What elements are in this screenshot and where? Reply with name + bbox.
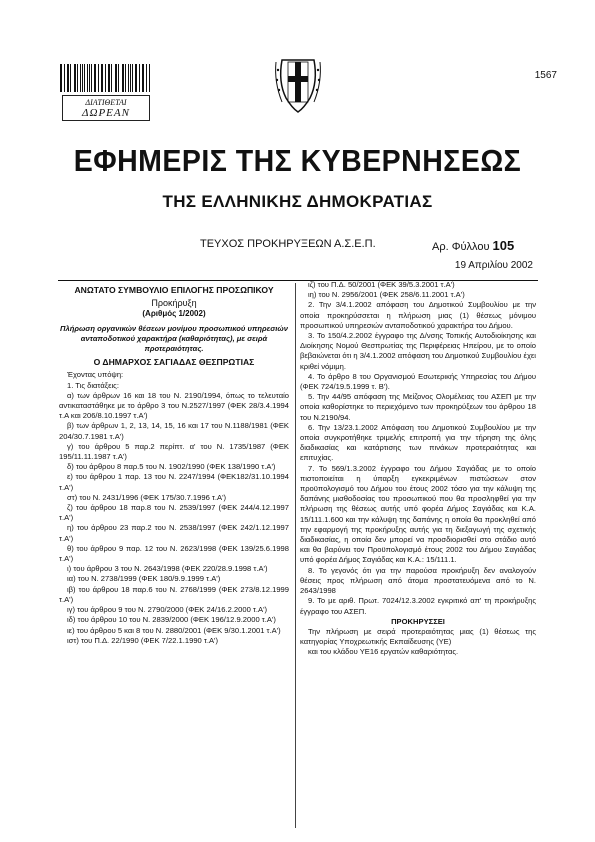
- left-column: [59, 285, 289, 646]
- paragraph: ιδ) του άρθρου 10 του Ν. 2839/2000 (ΦΕΚ 196/12.9.2000 τ.Α'): [67, 615, 276, 625]
- paragraph: 2. Την 3/4.1.2002 απόφαση του Δημοτικού Συμβουλίου με την οποία προκηρύσσεται η πλήρωση μιας (1) θέσεως μόνιμου προσωπικού υπηρεσιών ανταποδοτικού χαρακτήρα του Δήμου.: [300, 300, 536, 330]
- paragraph: γ) του άρθρου 5 παρ.2 περίπτ. α' του Ν. 1735/1987 (ΦΕΚ 195/11.11.1987 τ.Α'): [59, 441, 289, 462]
- issue-date: 19 Απριλίου 2002: [454, 260, 533, 271]
- paragraph: 8. Το γεγονός ότι για την παρούσα προκήρυξη δεν αναλογούν θέσεις προς πλήρωση από άτομα προστατευόμενα από το Ν. 2643/1998: [300, 565, 536, 596]
- paragraph: 6. Την 13/23.1.2002 Απόφαση του Δημοτικού Συμβουλίου με την οποία συγκροτήθηκε τριμελής επιτροπή για την τήρηση της όλης διαδικασίας και κατάρτισης των πινάκων προτεραιότητας και επιτυχίας.: [300, 422, 536, 463]
- paragraph: θ) του άρθρου 9 παρ. 12 του Ν. 2623/1998 (ΦΕΚ 139/25.6.1998 τ.Α'): [59, 543, 289, 564]
- barcode-bar: [68, 64, 69, 92]
- barcode-bar: [84, 64, 85, 92]
- authority-heading: ΑΝΩΤΑΤΟ ΣΥΜΒΟΥΛΙΟ ΕΠΙΛΟΓΗΣ ΠΡΟΣΩΠΙΚΟΥ: [74, 285, 274, 295]
- page-number: 1567: [534, 70, 557, 81]
- gazette-title: ΕΦΗΜΕΡΙΣ ΤΗΣ ΚΥΒΕΡΝΗΣΕΩΣ: [73, 143, 522, 178]
- paragraph: ιζ) του Π.Δ. 50/2001 (ΦΕΚ 39/5.3.2001 τ.Α'): [308, 280, 455, 289]
- announcement-summary: Πλήρωση οργανικών θέσεων μονίμου προσωπικού υπηρεσιών ανταποδοτικού χαρακτήρα (καθαριότητας), με σειρά προτεραιότητας.: [60, 323, 288, 354]
- closing-paragraphs: [300, 627, 536, 658]
- free-distribution-stamp: ΔΙΑΤΙΘΕΤΑΙ ΔΩΡΕΑΝ: [62, 95, 150, 121]
- barcode-bar: [102, 64, 103, 92]
- paragraph: 7. Το 569/1.3.2002 έγγραφο του Δήμου Σαγιάδας με το οποίο πιστοποιείται η ύπαρξη εγκεκριμένων πιστώσεων στον προϋπολογισμό του Δήμου του έτους 2002 τόσο για την κάλυψη της δαπάνης μισθοδοσίας του προσωπικού που θα προσληφθεί για την πλήρωση της θέσεως αυτής υπό φορέα Δήμος Σαγιάδας και Κ.Α. 15/111.1.600 και την κάλυψη της δαπάνης η οποία θα προκληθεί από την εφαρμογή της προκήρυξης αυτής για τη διεξαγωγή της σχετικής διαδικασίας, η οποία δεν μπορεί να προσδιορισθεί στο στάδιο αυτό και θα βαρύνει τον Προϋπολογισμό έτους 2002 του Δήμου Σαγιάδας υπό φορέα Δήμος Σαγιάδας και Κ.Α.: 15/111.1.: [300, 463, 536, 565]
- barcode: [60, 62, 150, 92]
- paragraph: 3. Το 150/4.2.2002 έγγραφο της Δ/νσης Τοπικής Αυτοδιοίκησης και Διοίκησης Νομού Θεσπρωτίας της Περιφέρειας Ηπείρου, με το οποίο βεβαιώνεται ότι η 3/4.1.2002 απόφαση του Δημοτικού Συμβουλίου έχει κριθεί νόμιμη.: [300, 331, 536, 371]
- paragraph: ιγ) του άρθρου 9 του Ν. 2790/2000 (ΦΕΚ 24/16.2.2000 τ.Α'): [67, 605, 268, 615]
- proclamation-heading: ΠΡΟΚΗΡΥΣΣΕΙ: [391, 616, 445, 626]
- paragraph: ια) του Ν. 2738/1999 (ΦΕΚ 180/9.9.1999 τ.Α'): [67, 574, 221, 584]
- barcode-bar: [139, 64, 140, 92]
- paragraph: 5. Την 44/95 απόφαση της Μείζονος Ολομέλειας του ΑΣΕΠ με την οποία καθορίστηκε το περιεχόμενο των προκηρύξεων του άρθρου 18 του Ν.2190/94.: [300, 392, 536, 422]
- paragraph: α) των άρθρων 16 και 18 του Ν. 2190/1994, όπως το τελευταίο αντικαταστάθηκε με το άρθρο 3 του Ν.2527/1997 (ΦΕΚ 28/3.4.1994 τ.Α και 206/8.10.1997 τ.Α'): [59, 390, 289, 421]
- sheet-number: 105: [492, 238, 515, 253]
- paragraph: Την πλήρωση με σειρά προτεραιότητας μιας (1) θέσεως της κατηγορίας Υποχρεωτικής Εκπαίδευσης (ΥΕ): [300, 626, 536, 647]
- paragraph: Έχοντας υπόψη:: [67, 370, 124, 380]
- right-paragraphs: [300, 280, 536, 617]
- mayor-heading: Ο ΔΗΜΑΡΧΟΣ ΣΑΓΙΑΔΑΣ ΘΕΣΠΡΩΤΙΑΣ: [93, 357, 255, 368]
- right-column: [300, 280, 536, 658]
- announcement-title: Προκήρυξη: [151, 298, 197, 309]
- paragraph: ιβ) του άρθρου 18 παρ.6 του Ν. 2768/1999 (ΦΕΚ 273/8.12.1999 τ.Α'): [59, 584, 289, 604]
- paragraph: ι) του άρθρου 3 του Ν. 2643/1998 (ΦΕΚ 220/28.9.1998 τ.Α'): [67, 564, 268, 574]
- paragraph: ε) του άρθρου 1 παρ. 13 του Ν. 2247/1994 (ΦΕΚ182/31.10.1994 τ.Α'): [59, 472, 289, 492]
- paragraph: 1. Τις διατάξεις:: [67, 380, 119, 390]
- paragraph: και του κλάδου ΥΕ16 εργατών καθαριότητας.: [308, 647, 459, 657]
- barcode-bar: [118, 64, 119, 92]
- paragraph: δ) του άρθρου 8 παρ.5 του Ν. 1902/1990 (ΦΕΚ 138/1990 τ.Α'): [67, 462, 276, 472]
- greek-coat-of-arms-icon: [272, 52, 324, 114]
- paragraph: ιε) του άρθρου 5 και 8 του Ν. 2880/2001 (ΦΕΚ 9/30.1.2001 τ.Α'): [67, 625, 281, 635]
- paragraph: η) του άρθρου 23 παρ.2 του Ν. 2538/1997 (ΦΕΚ 242/1.12.1997 τ.Α'): [59, 523, 289, 543]
- column-divider: [295, 283, 296, 828]
- issue-label: ΤΕΥΧΟΣ ΠΡΟΚΗΡΥΞΕΩΝ Α.Σ.Ε.Π.: [200, 238, 376, 250]
- announcement-number: (Αριθμός 1/2002): [142, 309, 206, 319]
- paragraph: ζ) του άρθρου 18 παρ.8 του Ν. 2539/1997 (ΦΕΚ 244/4.12.1997 τ.Α'): [59, 503, 289, 523]
- paragraph: 4. Το άρθρο 8 του Οργανισμού Εσωτερικής Υπηρεσίας του Δήμου (ΦΕΚ 724/19.5.1999 τ. Β').: [300, 371, 536, 392]
- gazette-subtitle: ΤΗΣ ΕΛΛΗΝΙΚΗΣ ΔΗΜΟΚΡΑΤΙΑΣ: [162, 192, 433, 211]
- paragraph: στ) του Ν. 2431/1996 (ΦΕΚ 175/30.7.1996 τ.Α'): [67, 492, 227, 502]
- paragraph: β) των άρθρων 1, 2, 13, 14, 15, 16 και 17 του Ν.1188/1981 (ΦΕΚ 204/30.7.1981 τ.Α'): [59, 421, 289, 441]
- left-paragraphs: [59, 370, 289, 645]
- paragraph: ιστ) του Π.Δ. 22/1990 (ΦΕΚ 7/22.1.1990 τ.Α'): [67, 635, 219, 645]
- paragraph: 9. Το με αριθ. Πρωτ. 7024/12.3.2002 εγκριτικό απ' τη προκήρυξης έγγραφο του ΑΣΕΠ.: [300, 596, 536, 616]
- sheet-number-label: Αρ. Φύλλου 105: [432, 238, 515, 253]
- paragraph: ιη) του Ν. 2956/2001 (ΦΕΚ 258/6.11.2001 τ.Α'): [308, 290, 465, 300]
